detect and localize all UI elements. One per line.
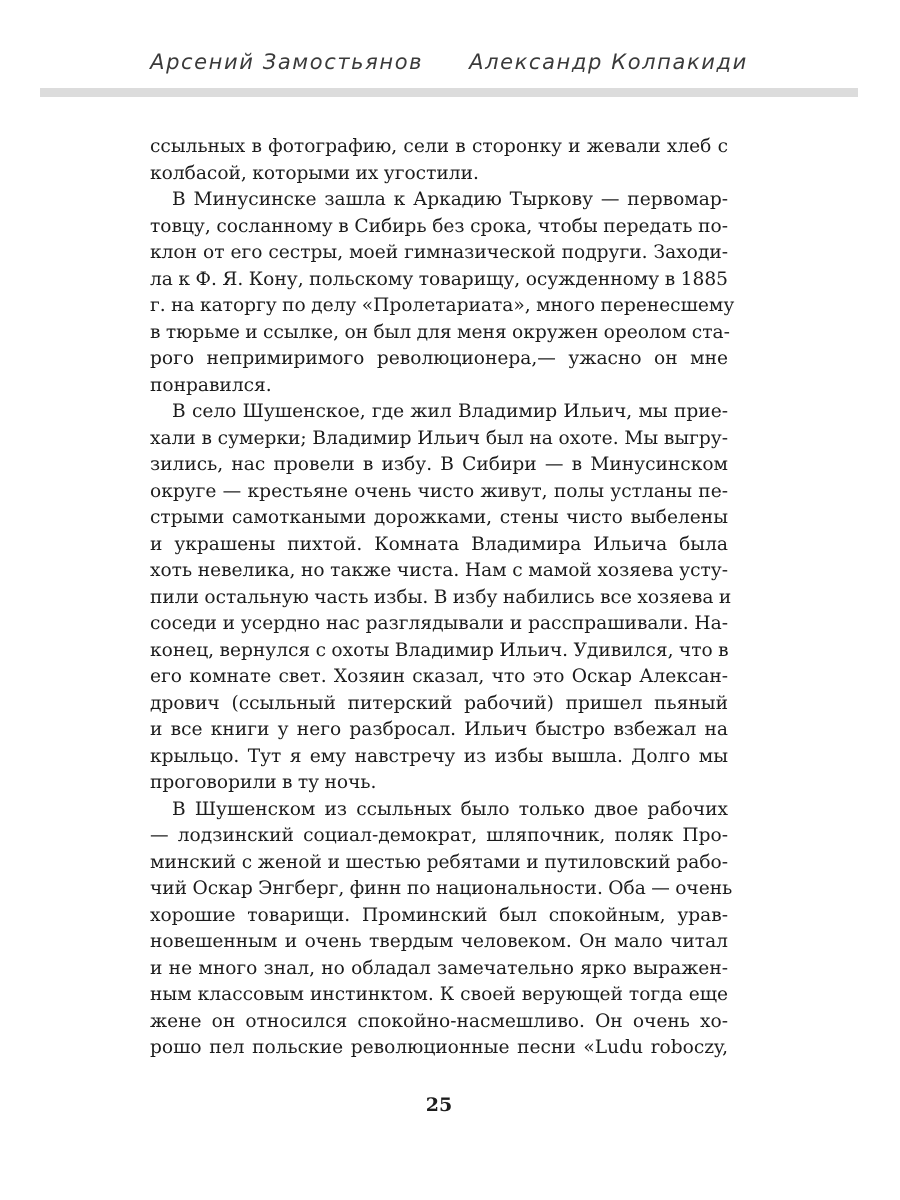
text-line: В село Шушенское, где жил Владимир Ильич, мы прие- — [172, 401, 728, 422]
text-line: новешенным и очень твердым человеком. Он мало читал — [150, 931, 728, 952]
text-line: и украшены пихтой. Комната Владимира Ильича была — [150, 533, 728, 555]
text-line: ным классовым инстинктом. К своей верующей тогда еще — [150, 984, 728, 1005]
text-line: чий Оскар Энгберг, финн по национальности. Оба — очень — [150, 878, 733, 899]
text-line: г. на каторгу по делу «Пролетариата», много перенесшему — [150, 295, 735, 316]
text-line: крыльцо. Тут я ему навстречу из избы вышла. Долго мы — [150, 745, 728, 767]
text-line: клон от его сестры, моей гимназической подруги. Заходи- — [150, 242, 728, 263]
text-line: В Шушенском из ссыльных было только двое рабочих — [172, 798, 728, 820]
text-line: проговорили в ту ночь. — [150, 772, 377, 793]
text-line: округе — крестьяне очень чисто живут, полы устланы пе- — [150, 480, 728, 502]
text-line: хали в сумерки; Владимир Ильич был на охоте. Мы выгру- — [150, 427, 728, 449]
text-line: рого непримиримого революционера,— ужасно он мне — [150, 348, 728, 369]
text-line: зились, нас провели в избу. В Сибири — в Минусинском — [150, 454, 728, 475]
text-line: его комнате свет. Хозяин сказал, что это Оскар Алексан- — [150, 666, 728, 687]
text-line: минский с женой и шестью ребятами и путиловский рабо- — [150, 851, 728, 873]
text-line: рошо пел польские революционные песни «Ludu roboczy, — [150, 1037, 728, 1058]
text-line: жене он относился спокойно-насмешливо. Он очень хо- — [150, 1010, 728, 1032]
page-body — [150, 134, 735, 1062]
text-line: колбасой, которыми их угостили. — [150, 162, 479, 184]
header-rule — [40, 88, 858, 97]
running-header — [40, 50, 858, 74]
text-line: В Минусинске зашла к Аркадию Тыркову — первомар- — [172, 189, 728, 210]
text-line: хорошие товарищи. Проминский был спокойным, урав- — [150, 904, 728, 926]
page-number: 25 — [425, 1094, 453, 1116]
text-line: конец, вернулся с охоты Владимир Ильич. Удивился, что в — [150, 639, 729, 661]
text-line: и не много знал, но обладал замечательно ярко выражен- — [150, 957, 728, 979]
text-line: — лодзинский социал-демократ, шляпочник, поляк Про- — [150, 825, 728, 846]
text-line: и все книги у него разбросал. Ильич быстро взбежал на — [150, 719, 728, 740]
text-line: дрович (ссыльный питерский рабочий) пришел пьяный — [150, 692, 728, 714]
text-line: пили остальную часть избы. В избу набились все хозяева и — [150, 586, 732, 608]
header-author-2: Александр Колпакиди — [469, 50, 748, 74]
text-line: ла к Ф. Я. Кону, польскому товарищу, осужденному в 1885 — [150, 268, 728, 290]
header-author-1: Арсений Замостьянов — [150, 50, 424, 74]
text-line: товцу, сосланному в Сибирь без срока, чтобы передать по- — [150, 215, 728, 237]
text-line: ссыльных в фотографию, сели в сторонку и жевали хлеб с — [150, 136, 728, 157]
text-line: в тюрьме и ссылке, он был для меня окружен ореолом ста- — [150, 321, 730, 343]
text-line: соседи и усердно нас разглядывали и расспрашивали. На- — [150, 613, 728, 634]
text-line: стрыми самоткаными дорожками, стены чисто выбелены — [150, 507, 728, 528]
text-line: хоть невелика, но также чиста. Нам с мамой хозяева усту- — [150, 560, 728, 581]
text-line: понравился. — [150, 374, 272, 396]
